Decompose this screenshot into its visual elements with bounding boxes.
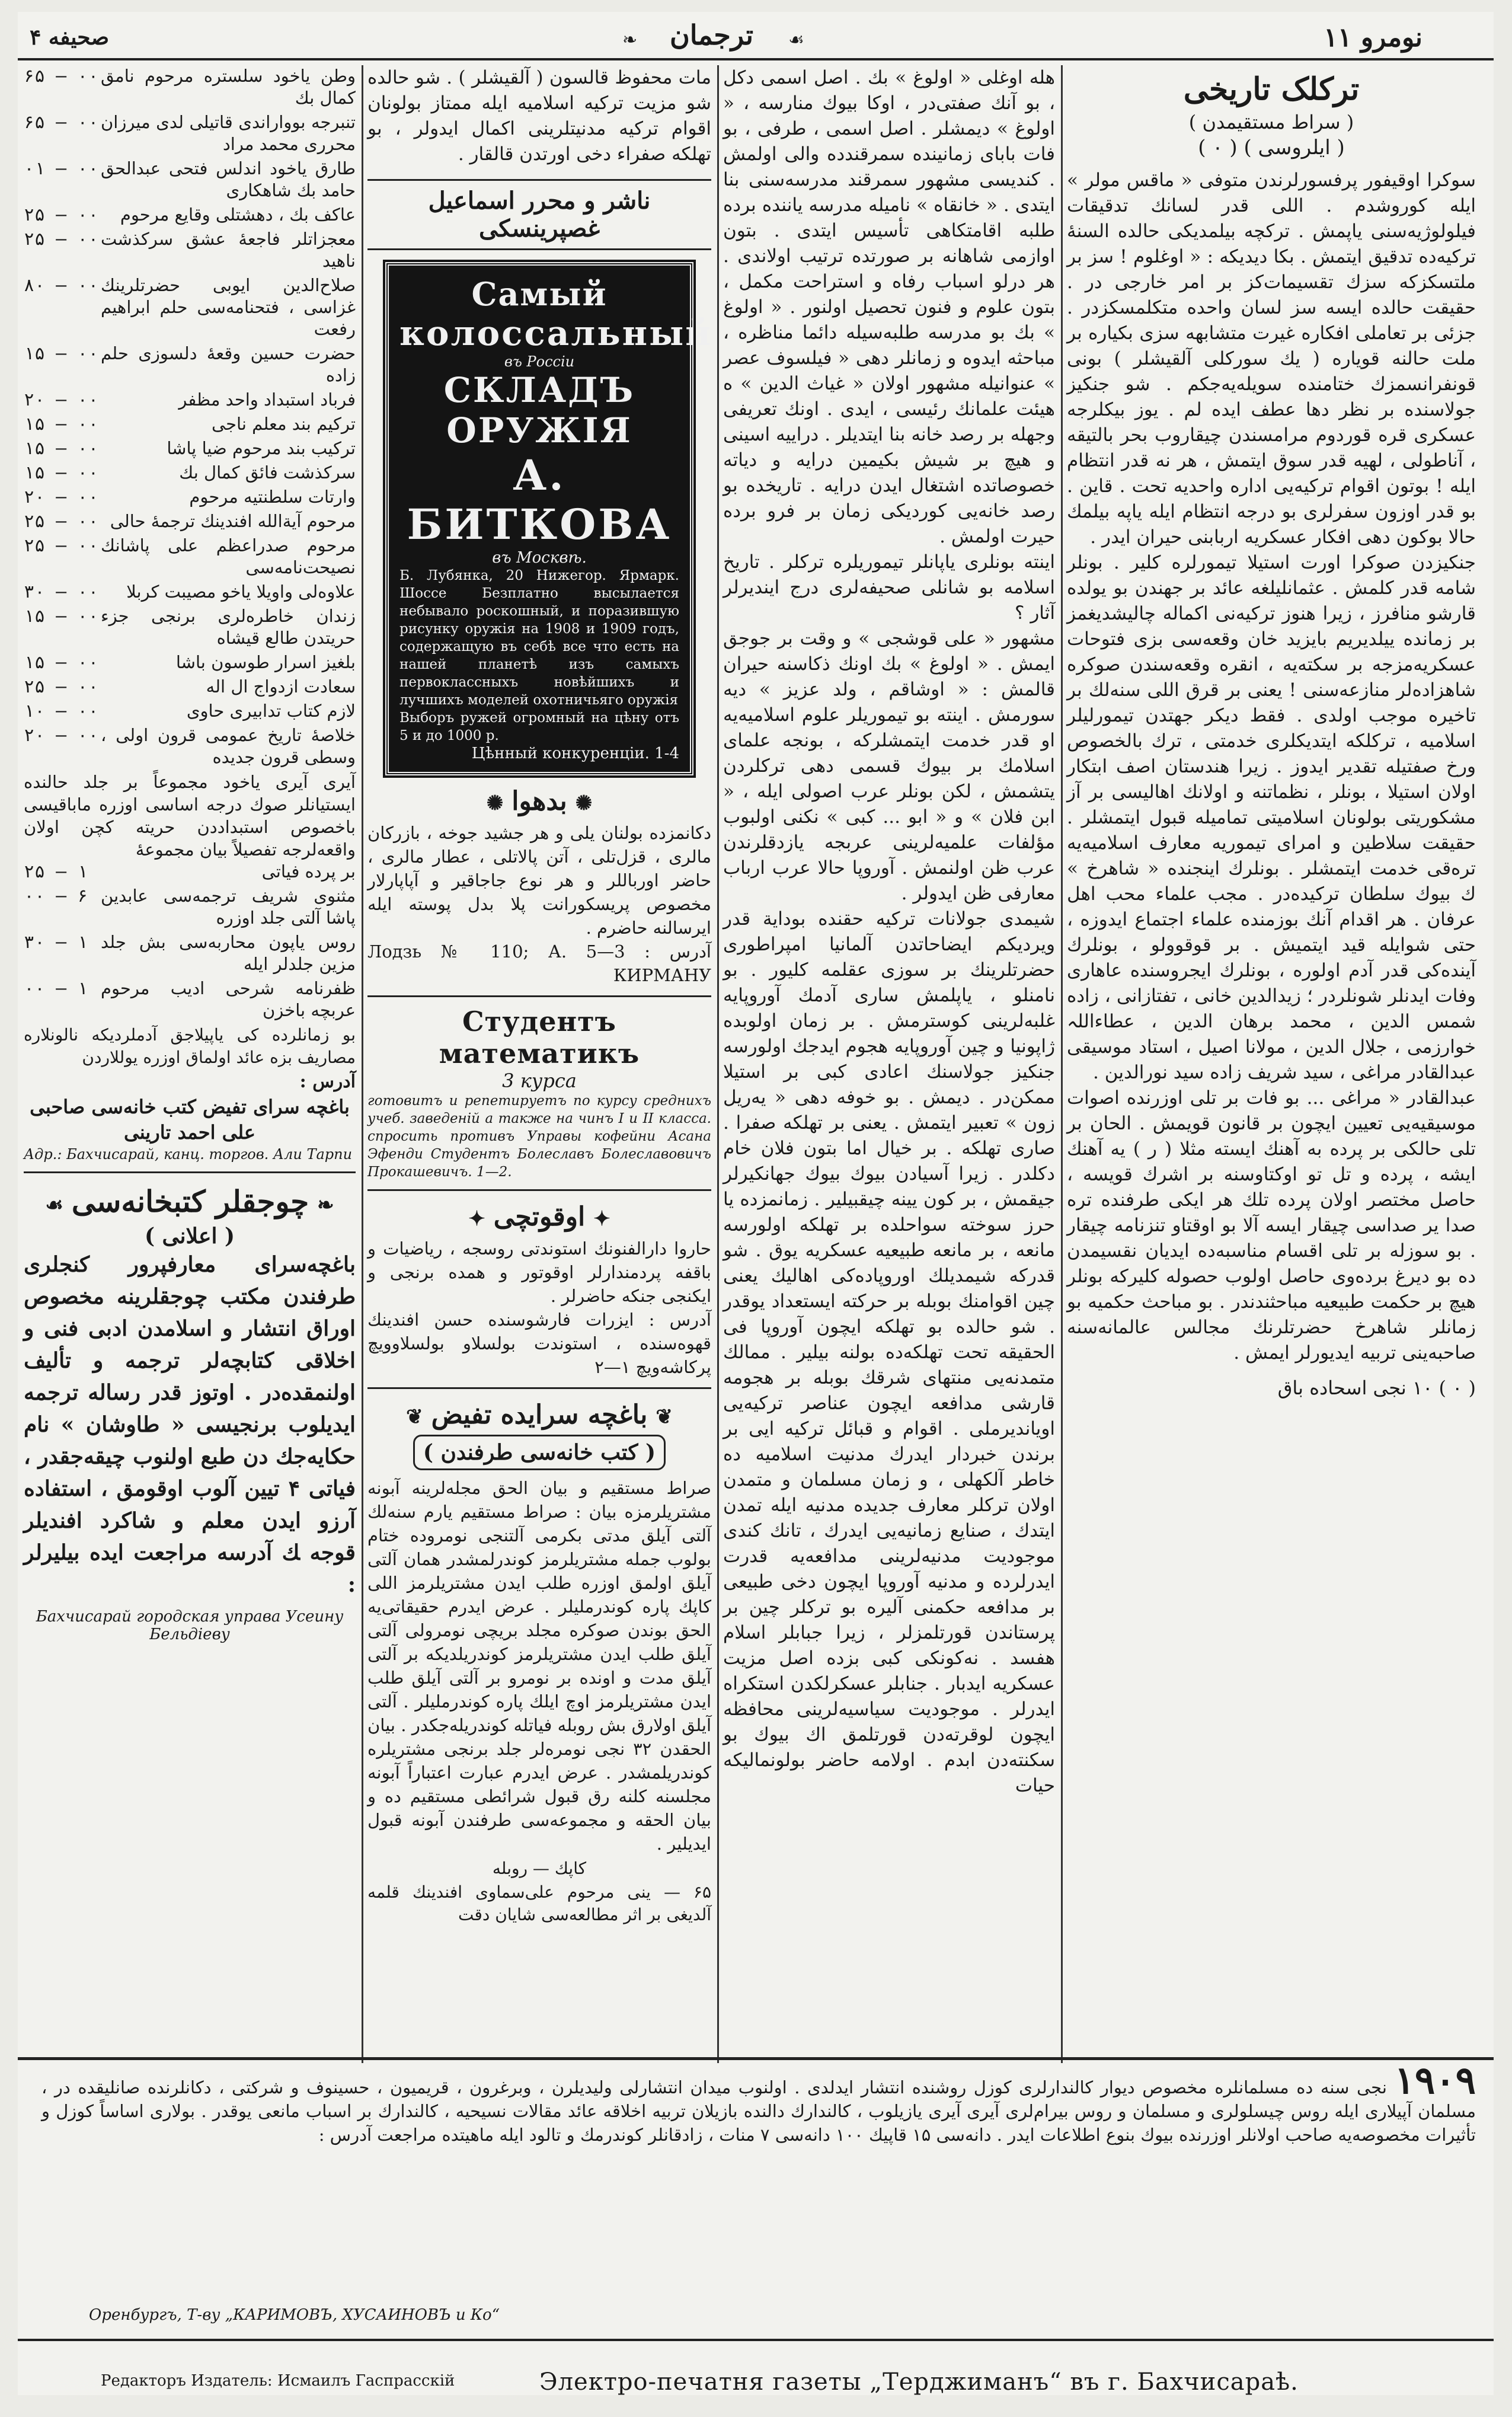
book-price: ۱۵ — ۰۰ <box>24 438 99 459</box>
book-title: مرحوم صدراعظم علی پاشانك نصیحت‌نامه‌سی <box>101 535 356 577</box>
book-list-item <box>24 700 356 722</box>
ornament-icon: ✺ <box>575 791 593 815</box>
banner-rule <box>18 2057 1494 2060</box>
student-ad-sub: 3 курса <box>502 1069 577 1092</box>
notice-title <box>367 786 711 816</box>
student-ad-title: Студентъ математикъ <box>439 1005 640 1069</box>
book-price: ۲۵ — ۰۰ <box>24 511 99 532</box>
issue-number: نومرو ۱۱ <box>1324 23 1423 53</box>
book-title: مثنوی شریف ترجمه‌سی عابدین پاشا آلتی جلد اوزره <box>101 886 356 928</box>
book-title: روس یاپون محاربه‌سی بش جلد مزین جلدلر ایله <box>101 932 356 974</box>
notice-text: حاروا دارالفنونك استوندتی روسجه ، ریاضیات و باقفه پردمندارلر اوقوتور و همده برنجی و ایکنجی جنکه حاضرلر . آدرس : ایزرات فارشوسنده حسن افندینك قهوه‌سنده ، استوندت بولسلاو بولسلاوویچ پرکاشه‌ویچ ۱—۲ <box>367 1238 711 1377</box>
book-title: بر پرده فیاتی <box>261 861 356 882</box>
divider <box>367 995 711 997</box>
book-list-item <box>24 486 356 508</box>
column-divider <box>717 65 719 2063</box>
ornament-icon: ❧ <box>317 1193 334 1217</box>
notice-title-text: بدهوا <box>512 786 567 816</box>
book-title: ترکیم بند معلم ناجی <box>211 414 356 434</box>
ad-line: въ Москвѣ. <box>492 549 587 567</box>
book-list-item <box>24 228 356 272</box>
book-price: ۶۵ — ۰۰ <box>24 112 99 133</box>
column-divider <box>1061 65 1063 2063</box>
childlib-title <box>24 1184 356 1219</box>
book-title: وطن یاخود سلستره مرحوم نامق کمال بك <box>101 66 356 108</box>
book-price: ۱۰ — ۰۰ <box>24 701 99 721</box>
book-list-item <box>24 510 356 532</box>
book-list-item <box>24 274 356 340</box>
book-price: ۲۰ — ۰۰ <box>24 389 99 410</box>
footer-rule <box>18 2339 1494 2341</box>
price-item: ۶۵ — ینی مرحوم علی‌سماوی افندینك قلمه آلدیغی بر اثر مطالعه‌سی شایان دقت <box>367 1882 711 1924</box>
book-list-text: آیری آیری یاخود مجموعاً بر جلد حالنده ایستیانلر صوك درجه اساسی اوزره ماباقیسی باخصوص استبداددن حریته کچن اولان واقعه‌لرجه تفصیلاً بیان مجموعهٔ <box>24 772 356 860</box>
book-price: ۲۰ — ۰۰ <box>24 487 99 507</box>
column-history-continued <box>723 65 1055 1799</box>
book-title: تنبرجه بوواراندی قاتیلی لدی میرزان محرری محمد مراد <box>101 112 356 154</box>
book-price-list <box>24 65 356 768</box>
column-turkish-history <box>1067 65 1476 1399</box>
book-list-item <box>24 605 356 649</box>
ad-text: Б. Лубянка, 20 Нижегор. Ярмарк. Шоссе Безплатно высылается небывало роскошный, и поразившую рисунку оружія на 1908 и 1909 годъ, содержащую въ себѣ все что есть на нашей планетѣ изъ самыхъ первоклассныхъ новѣйшихъ и лучшихъ моделей охотничьяго оружія <box>399 568 679 708</box>
ad-footer: Цѣнный конкуренціи. 1-4 <box>471 745 679 762</box>
editor-line: Редакторъ Издатель: Исмаилъ Гаспрасскій <box>101 2372 455 2390</box>
ornament-icon: ☙ <box>788 30 804 50</box>
banner-text <box>41 2058 1476 2147</box>
book-price: ۲۵ — ۰۰ <box>24 535 99 556</box>
header-rule <box>18 58 1494 60</box>
book-list-item <box>24 885 356 929</box>
book-title: وارتات سلطنتیه مرحوم <box>189 487 356 507</box>
book-title: خلاصهٔ تاریخ عمومی قرون اولی ، وسطی قرون جدیده <box>101 725 356 767</box>
column-book-list <box>24 65 356 1643</box>
article-ending: مات محفوظ قالسون ( آلقیشلر ) . شو حالده شو مزیت ترکیه اسلامیه ایله ممتاز بولونان اقوام ترکیه مدنیتلرینی اکمال ایدولر ، بو تهلکه صفراء دخی اورتدن قالقار . <box>367 67 711 165</box>
book-title: مرحوم آیة‌الله افندینك ترجمهٔ حالی <box>110 511 356 531</box>
banner-russian-address: Оренбургъ, Т-ву „КАРИМОВЪ, ХУСАИНОВЪ и Ко“ <box>89 2306 500 2324</box>
bookshop-title-text: باغچه سرایده تفیض <box>431 1400 648 1430</box>
bookshop-subtitle: ( کتب خانه‌سی طرفندن ) <box>413 1435 666 1470</box>
ornament-icon: ❦ <box>406 1405 423 1429</box>
book-price: ۲۰ — ۰۰ <box>24 725 99 746</box>
book-list-item <box>24 111 356 155</box>
weapons-advertisement <box>385 262 713 775</box>
ad-line: Самый <box>471 275 608 313</box>
address-russian: Адр.: Бахчисарай, канц. торгов. Али Тарпи <box>24 1146 353 1163</box>
childlib-title-text: چوجقلر کتبخانه‌سی <box>71 1184 309 1219</box>
bookshop-title <box>367 1400 711 1430</box>
ornament-icon: ❧ <box>622 30 638 50</box>
student-ad-text: готовитъ и репетируетъ по курсу среднихъ учеб. заведеній а также на чинъ I и II класса. спросить противъ Управы кофейни Асана Эфенди Студентъ Болеславъ Болеславовичъ Прокашевичъ. 1—2. <box>367 1093 711 1180</box>
divider <box>367 1387 711 1389</box>
ad-line: А. БИТКОВА <box>407 451 672 549</box>
book-price: ۳۰ — ۰۰ <box>24 582 99 602</box>
book-list-item <box>24 413 356 435</box>
article-subtitle: ( سراط مستقیمدن ) <box>1188 111 1354 133</box>
calendar-banner <box>41 2058 1476 2145</box>
book-price-list <box>24 861 356 1021</box>
article-body: هله اوغلی « اولوغ » بك . اصل اسمی دکل ، بو آنك صفتی‌در ، اوکا بیوك منارسه ، « اولوغ » دیمشلر . اصل اسمی ، طرفی ، بو فات بابای زمانینده سمرقندده والی اولمش . کندیسی مشهور سمرقند مدرسه‌سنی بنا ایتدی . « خانقاه » نامیله مدرسه یاننده برده طلبه اقامتکاهی تأسیس ایتدی . بتون اوازمی شاهانه بر صورتده ترتیب اولاندی . هر درلو اسباب رفاه و استراحت مکمل ، بتون علوم و فنون تحصیل اولنور . « اولوغ » بك بو مدرسه طلبه‌سیله دائما مناظره ، مباحثه ایدوه و زمانلر دهی « فیلسوف عصر » عنوانیله مشهور اولان « غیاث الدین » ه هیئت علمانك رئیسی ، ایدی . اونك تعریفی وجهله بر رصد خانه بنا ایتدیلر . دراییه اسینی و هیچ بر شیش بکیمین درایه و دیاته خصوصاتده اشتغال ایدن درایه . تاریخده بو رصد خانه‌یی کوردیکی زمان بر فرو برده حیرت اولمش . اینته بونلری یاپانلر تیموریلره ترکلر . تاریخ اسلامه بو شانلی صحیفه‌لری درج ایندیرلر آثار ؟ مشهور « علی قوشجی » و وقت بر جوجق ایمش . « اولوغ » بك اونك ذکاسنه حیران قالمش : « اوشاقم ، ولد عزیز » دیه سورمش . اینته بو تیموریلر علوم اسلامیه‌یه او قدر خدمت ایتمشلرکه ، بونجه علمای اسلامك بر بیوك قسمی دهی ترکلردن یتشمش ، لکن بونلر عرب اصولی ایله ، « ابن فلان » و « ابو ... کبی » نکنی اولبوب مؤلفات علمیه‌لرینی عربجه یازدقلرندن عرب ظن اولنمش . آوروپا حالا عرب ارباب معارفی ظن ایدولر . شیمدی جولانات ترکیه حقنده بوداية قدر ویردیکم ایضاحاتدن آلمانیا امپراطوری حضرتلرینك بر سوزی عقلمه کلیور . بو نامنلو ، یاپلمش ساری آدمك آوروپایه غلبه‌لرینی کوسترمش . بر زمان اولوبده ژاپونیا و چین آوروپایه هجوم ایدجك اولورسه جنکیز جولاسنك اعادی کبی بر استیلا ممکن‌در . دیمش . بو خوفه دهی « یه‌ریل زون » تعبیر ایتمش . یعنی بر تهلکه صفرا . صاری تهلکه . بر خیال اما بتون فلان خام دکلدر . زیرا آسیادن بیوك بیوك جهانکیرلر جیقمش ، بر کون یینه چیقبیلیر . زمانمزده یا حرز سوخته سواحلده بر تهلکه اولورسه مانعه ، بر مانعه طبیعیه عسکریه یوق . شو قدرکه شیمدیلك اوروپاده‌کی اهالیك یعنی چین اقوامنك بوبله بر حرکته ایستعداد یوقدر . شو حالده بو تهلکه ایچون آوروپا فی الحقیقه تحت تهلکه‌ده بولنه بیلیر . ممالك متمدنه‌یی منتهای شرقك بوبله بر هجومه قارشی مدافعه ایچون عناصر ترکیه‌یی اویاندیرملی . اقوام و قبائل ترکیه ایی بر برندن خبردار ایدرك مدنیت اسلامیه ده خاطر آلکهلی ، و زمان مسلمان و متمدن اولان ترکلر معارف جدیده مدنیه ایله تمدن ایتدك ، صنایع زمانیه‌یی ایدرك ، تانك کندی موجودیت مدنیه‌لرینی مدافعه‌یه قدرت ایدرلرده و مدنیه آوروپا ایچون دخی طبیعی بر مدافعه حکمنی آلیره بو ترکلر چین بر پرستاندن قورتلمزلر ، زیرا جبابلر اسلام هفسد . نه‌کونکی کبی بزده اصل مزیت عسکریه ایدبار . جنابلر عسکرلکدن استکراه ایدرلر . موجودیت سیاسیه‌لرینی محافظه ایچون لوقرته‌دن قورتلمق اك بیوك بو سکنته‌دن ابدم . اولامه حاضر بولونمالیکه حیات <box>723 67 1055 1796</box>
book-list-item <box>24 438 356 459</box>
book-title: طارق یاخود اندلس فتحی عبدالحق حامد بك شاهکاری <box>101 158 356 200</box>
article-body: سوکرا اوقیفور پرفسورلرندن متوفی « ماقس مولر » ایله کوروشدم . اللی قدر لسانك تدقیقات فیلولوژیه‌سنی یاپمش . ترکچه بیلمدیکی حالده السنهٔ ترکیه‌ده تدقیق ایتمش . بکا دیدیکه : « اوغلوم ! سز بر ملتسکزکه سزك تقسیمات‌کز بر امر خارجی در . حقیقت حالده ایسه سز لسان واحده متکلمسکزدر . جزئی بر تعاملی افکاره غیرت متشابهه سزی بکیاره بر ملت حالنه قویاره ( یك سورکلی آلقیشلر ) بونی قونفرانسمزك ختامنده سویله‌یه‌جکم . شو جنکیز جولاسنده بر نظر دها عطف ایده لم . یوز بیکلرجه عسکری قره قوردوم مرامسندن چیقاروب بحر بالتیقه ، آناطولی ، لهیه قدر سوق ایتمش ، هر نه قدر انتظام ایله ! بوتون اقوام ترکیه‌یی اداره واحدیه تحت . قاین . بو قدر اوزون سفرلری بو درجه انتظام ایله یاپه بیلمك حالا بوکون دهی افکار عسکریه اربابنی حیران ایدر . جنکیزدن صوکرا اورت استیلا تیمورلره کلیر . بونلر شامه قدر کلمش . عثمانلیلغه عائد بر جهندن بو یولده قارشو منافرز ، زیرا هنوز ترکیه‌نی اکماله چالیشدیغمز بر زمانده ییلدیریم بایزید خان وقعه‌سی بزی فتوحات عسکریه‌مزجه بر سکته‌یه ، انقره وقعه‌سندن صوکره شاهزاده‌لر منازعه‌سنی ! یعنی بر قرق اللی سنه‌لك بر تاخیره موجب اولدی . فقط دیکر جهتدن تیمورلیلر اسلامیه ، ترکلکه ایتدیکلری خدمتی ، ترك بالخصوص ورخ صفتیله تقدیر ایدوز . زیرا هندستان اصف ابتکار اولان استیلا ، بونلر ، نظماتنه و اولانك اهالیسی بر آز مشکوریتی بولونان اسلامیتی تمامیله قبول ایتمشلر . حقیقت سلاطین و امرای تیموریه معارف اسلامیه‌یه تره‌قی خدمت ایتمشلر . بونلرك اینجنده « شاهرخ » ك بیوك سلطان ترکیده‌در . مجب علماء محب اهل عرفان . هر اقدام آنك بوزمنده علماء اجتماع ایدوزه ، حتی شوایله قید ایتمیش . بر قوقوولو ، بونلرك آینده‌کی قدر آدم اولوره ، بونلرك ایجروسنده عاهاری وفات ایدنلر شونلردر ؛ زیدالدین خانی ، تفتازانی ، زاده شمس الدین ، محمد برهان الدین ، عطاءاللہ خوارزمی ، جلال الدین ، مولانا اصیل ، استاد موسیقی عبدالقادر مراغی ، سید شریف زاده سید نورالدین . عبدالقادر « مراغی ... بو فات بر تلی اوزرنده اصوات موسیقیه‌یی تعیین ایچون بر قانون قویمش . الحان بر تلی حالکی بر پرده به آهنك ایسته مثلا ( ر ) یه آهنك ایشه ، پرده و تل تو اوکتاوسنه بر اشرك قویسه ، حاصل مختصر اولان پرده تلك هر ایکی طرفنده تره صدا یر صداسی چیقار ایسه آلا بو اوقتاو تنزنامه چیقار . بو سوزله بر تلی اقسام مناسبه‌ده ایدیان نقسیمدن ده بو دیرغ برده‌وی حاصل اولوب حصوله کلیرکه بونلر هیچ بر حکمت طبیعیه مباحثندندر . بو مباحث حکمیه بو زمانلر شاهرخ حضرتلرنك مجالس عالمانه‌سنه صاحبه‌ینی تربیه ایدیورلر ایمش . <box>1067 170 1476 1364</box>
newspaper-page <box>18 12 1494 2395</box>
book-list-item <box>24 724 356 768</box>
book-price: ۸۰ — ۰۰ <box>24 275 99 296</box>
ornament-icon: ☙ <box>45 1193 63 1217</box>
book-price: ۱۵ — ۰۰ <box>24 652 99 673</box>
article-part: ( ایلروسی ) ( ۰ ) <box>1198 136 1345 159</box>
ornament-icon: ✦ <box>593 1207 610 1231</box>
book-price: ۲۵ — ۱ <box>24 861 88 882</box>
book-price: ۱۵ — ۰۰ <box>24 606 99 627</box>
book-list-item <box>24 343 356 387</box>
book-title: علاوه‌لی واویلا یاخو مصیبت کربلا <box>126 582 356 602</box>
book-title: بلغیز اسرار طوسون باشا <box>175 652 356 672</box>
page-footer <box>89 2368 1452 2398</box>
book-title: ترکیب بند مرحوم ضیا پاشا <box>167 438 356 458</box>
ornament-icon: ❦ <box>656 1405 673 1429</box>
continued-note: ( ۰ ) ۱۰ نجی اسحاده باق <box>1277 1377 1476 1399</box>
address-label: آدرس : <box>299 1071 356 1092</box>
banner-year: ۱۹۰۹ <box>1394 2058 1476 2103</box>
book-title: سعادت ازدواج ال اله <box>206 676 356 697</box>
column-divider <box>362 65 363 2063</box>
book-list-item <box>24 978 356 1021</box>
ad-text: Выборъ ружей огромный на цѣну отъ 5 и до 1000 р. <box>399 710 679 743</box>
divider <box>24 1171 356 1173</box>
book-price: ۱۵ — ۰۰ <box>24 462 99 483</box>
divider <box>367 1189 711 1191</box>
bookshop-text: صراط مستقیم و بیان الحق مجله‌لرینه آبونه مشتریلرمزه بیان : صراط مستقیم یارم سنه‌لك آلتی آیلق مدتی بکرمی آلتنجی نومروده ختام بولوب جمله مشتریلرمز کوندرلمشدر همان آلتی آیلق اولمق اوزره طلب ایدن مشتریلرمز اللی کاپك پاره کوندرملیلر . عرض ایدرم حقیقاتی‌یه الحق بوندن صوکره مجلد بریچی نومرولی آلتی آیلق طلب ایدن مشتریلرمز کوندریلدیکه بر آلتی آیلق مدت و اونده بر نومرو بر آلتی آیلق طلب ایدن مشتریلرمز اوچ ایلك پاره کوندرملیلر . آلتی آیلق اولارق بش روبله فیاتله کوندریله‌جکدر . بیان الحقدن ۳۲ نجی نومره‌لر جلد برنجی مشتریلره کوندریلمشدر . عرض ایدرم عبارت اعتباراً آبونه مجلسنه کلنه رق قبول شرائطی مستقیم ده و بیان الحقه و مجموعه‌سی طرفندن آبونه قبول ایدیلیر . <box>367 1478 711 1854</box>
book-title: ظفرنامه شرحی ادیب مرحوم عربچه باخزن <box>101 978 356 1020</box>
article-title: ترکلک تاریخی <box>1183 71 1360 107</box>
page-label: صحیفه ۴ <box>30 25 110 50</box>
price-header: کاپك — روبله <box>492 1859 587 1878</box>
book-title: معجزاتلر فاجعهٔ عشق سرکذشت ناهید <box>101 229 356 271</box>
ornament-icon: ✺ <box>486 791 504 815</box>
notice-title-text: اوقوتچی <box>493 1202 586 1232</box>
book-list-item <box>24 652 356 673</box>
book-title: صلاح‌الدین ایوبی حضرتلرینك غزاسی ، فتحنامه‌سی حلم ابراهیم رفعت <box>101 275 356 339</box>
book-list-note: بو زمانلرده کی یاپیلاجق آدملردیکه نالونلاره مصاریف بزه عائد اولماق اوزره یوللاردن <box>24 1025 356 1067</box>
banner-body: نجی سنه ده مسلمانلره مخصوص دیوار کالندارلری کوزل روشنده انتشار ایدلدی . اولنوب میدان انتشارلی ولیدیلرن ، وبرغرون ، قریمیون ، حسینوف و شرکتی ، دکانلرنده صانلیقده در ، مسلمان آپیلاری ایله روس چیسلولری و مسلمان و روس بیرام‌لری آیری آیری یازیلوب ، کالندارك دالنده بازیلان تربیه اخلاقه عائد مقالات نسیحیه ، کالندارك بر اسباب مانعی یوقدر . بولاری اساساً کوزل و تأثیرات مخصوصه‌یه صاحب اولانلر اوزرنده بیوك بنوع اطلاعات ایدر . دانه‌سی ۱۵ قاپیك ۱۰۰ دانه‌سی ۷ منات ، زادقانلر کوندرمك و تالود ایله ماهیتده مراجعت آدرس : <box>41 2077 1476 2145</box>
book-price: ۱۵ — ۰۰ <box>24 414 99 435</box>
book-title: زندان خاطره‌لری برنجی جزء حریتدن طالع قیشاه <box>101 606 356 648</box>
notice-text: دکانمزده بولنان یلی و هر جشید جوخه ، بازرکان مالری ، قزل‌تلی ، آتن پالاتلی ، عطار مالری ، حاضر اورباللر و هر نوع جاجاقیر و آپاپارلار مخصوص پریسکورانت پلا بدل پوسته ایله ایرسالنه حاضرم . آدرس : 3—5 Лодзь № 110; А. КИРМАНУ <box>367 823 711 985</box>
page-header <box>18 12 1494 59</box>
address-text: باغچه سرای تفیض کتب خانه‌سی صاحبی علی احمد تارینی <box>30 1096 350 1144</box>
book-title: لازم کتاب تدابیری حاوی <box>186 701 356 721</box>
book-title: فرباد استبداد واحد مظفر <box>178 389 356 410</box>
childlib-text: باغچه‌سرای معارفپرور کنجلری طرفندن مکتب چوجقلرینه مخصوص اوراق انتشار و اسلامدن ادبی فنی و اخلاقی کتابچه‌لر ترجمه و تألیف اولنمقده‌در . اوتوز قدر رساله ترجمه ایدیلوب برنجیسی « طاوشان » نام حکایه‌جك‌ دن طبع اولنوب چیقه‌جقدر ، فیاتی ۴ تیین آلوب اوقومق ، استفاده آرزو ایدن معلم و شاکرد افندیلر قوجه‌ ‍ك آدرسه مراجعت ایده بیلیرلر : <box>24 1252 356 1597</box>
book-title: عاکف بك ، دهشتلی وقایع مرحوم <box>120 205 356 225</box>
ad-line: въ Россіи <box>504 353 575 370</box>
book-list-item <box>24 581 356 603</box>
book-price: ۲۵ — ۰۰ <box>24 229 99 250</box>
notice-title <box>367 1202 711 1232</box>
book-price: ۰۱ — ۰۰ <box>24 158 99 179</box>
ad-line: СКЛАДЪ ОРУЖІЯ <box>443 370 635 451</box>
book-price: ۳۰ — ۱ <box>24 932 88 953</box>
newspaper-title: ترجمان <box>670 19 754 51</box>
book-price: ۰۰ — ۱ <box>24 978 88 999</box>
book-list-item <box>24 65 356 109</box>
book-list-item <box>24 676 356 698</box>
book-list-item <box>24 861 356 883</box>
book-list-item <box>24 204 356 226</box>
childlib-address-russian: Бахчисарай городская управа Усеину Бельдіеву <box>36 1608 344 1643</box>
book-price: ۱۵ — ۰۰ <box>24 343 99 364</box>
book-price: ۰۰ — ۶ <box>24 886 88 906</box>
book-list-item <box>24 535 356 579</box>
book-title: حضرت حسین وقعهٔ دلسوزی حلم زاده <box>101 343 356 385</box>
book-list-item <box>24 931 356 975</box>
childlib-subtitle: ( اعلانی ) <box>144 1224 235 1249</box>
publisher-line: ناشر و محرر اسماعیل غصپرینسکی <box>367 179 711 250</box>
printing-line: Электро-печатня газеты „Терджиманъ“ въ г. Бахчисараѣ. <box>539 2368 1299 2396</box>
book-list-item <box>24 462 356 484</box>
book-price: ۲۵ — ۰۰ <box>24 676 99 697</box>
book-price: ۲۵ — ۰۰ <box>24 205 99 225</box>
book-title: سرکذشت فائق کمال بك <box>179 462 356 483</box>
ad-line: колоссальный <box>399 313 713 353</box>
column-ads <box>367 65 711 1926</box>
book-list-item <box>24 158 356 202</box>
ornament-icon: ✦ <box>468 1207 485 1231</box>
book-price: ۶۵ — ۰۰ <box>24 66 99 87</box>
book-list-item <box>24 389 356 411</box>
